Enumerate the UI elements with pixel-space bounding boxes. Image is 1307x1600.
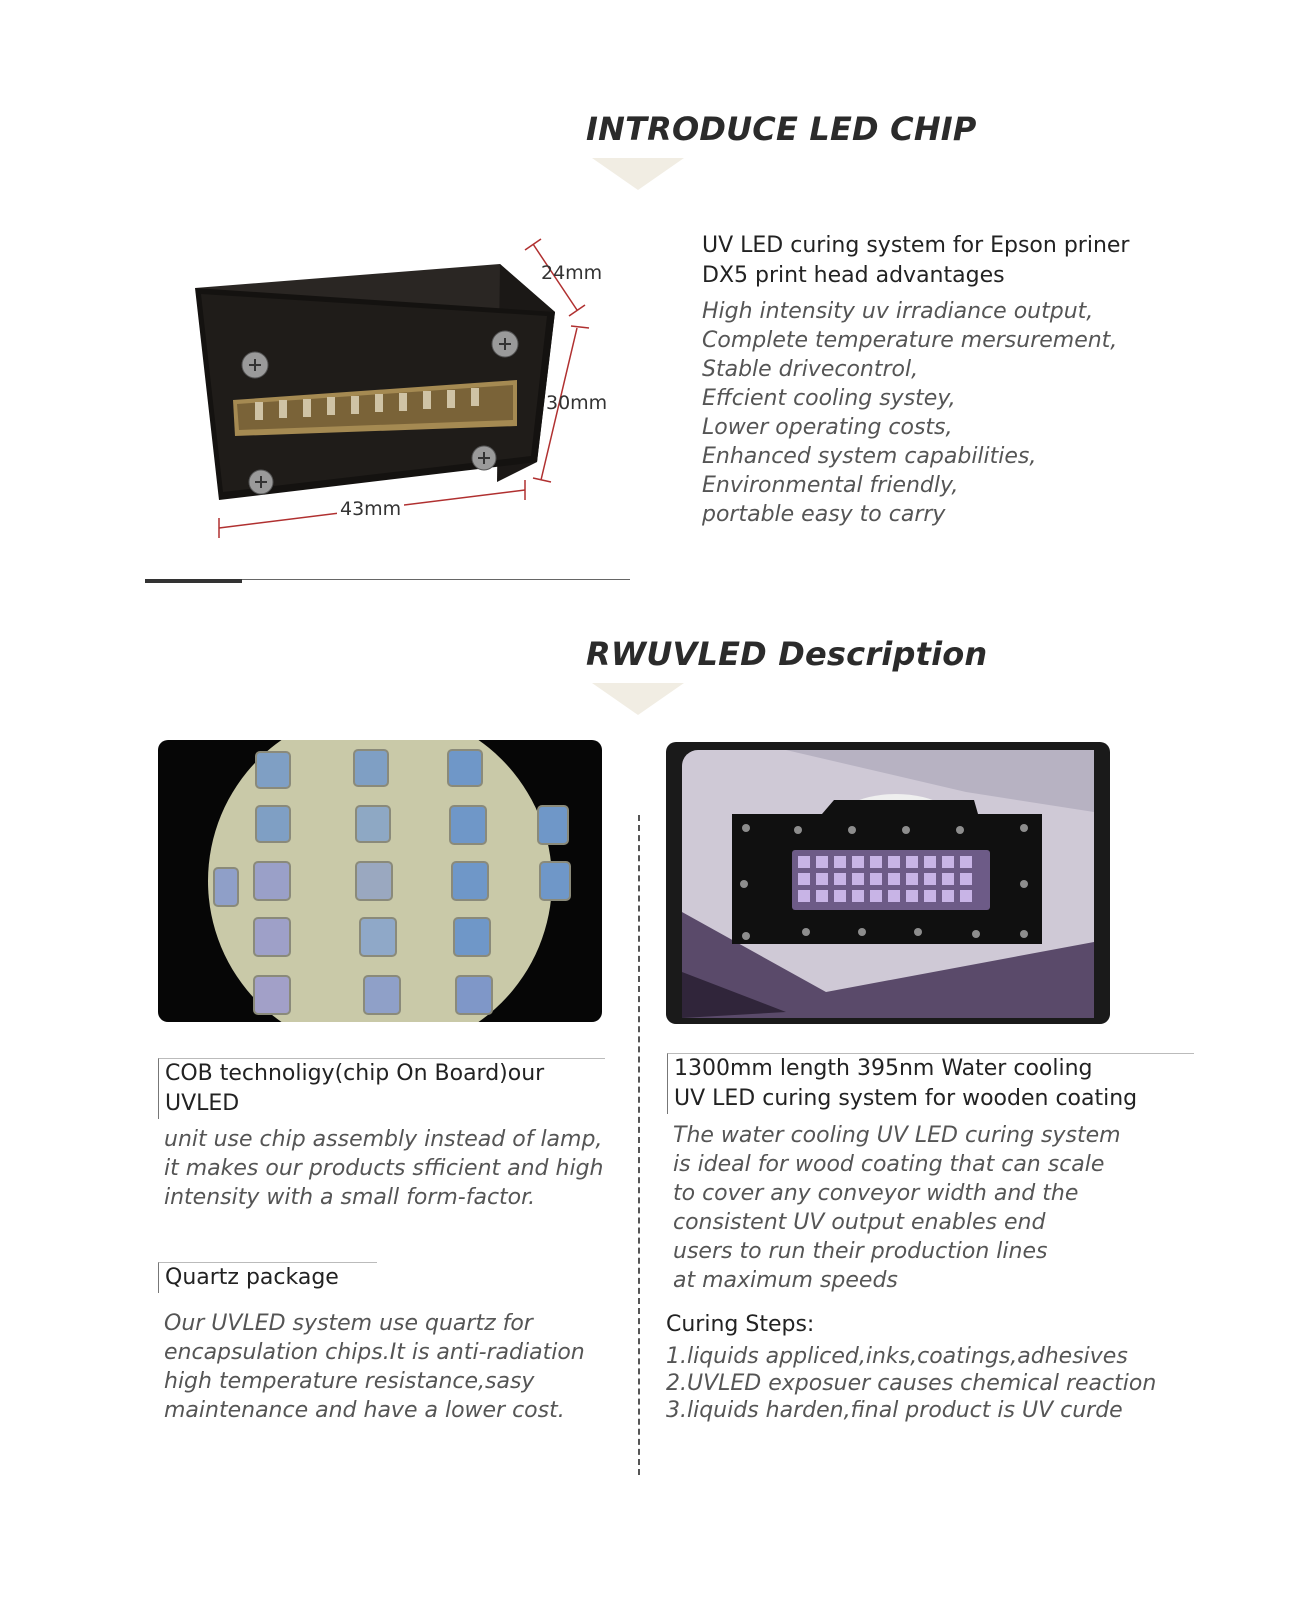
depth-dimension: 24mm [541,262,603,284]
product-title-line2: DX5 print head advantages [702,263,1005,288]
list-item: Lower operating costs, [702,415,953,440]
list-item: Environmental friendly, [702,473,959,498]
list-item: 3.liquids harden,final product is UV curde [666,1398,1123,1423]
water-cooling-description [673,1121,1121,1295]
list-item: 1.liquids appliced,inks,coatings,adhesives [666,1344,1128,1369]
curing-steps-title: Curing Steps: [666,1312,815,1337]
quartz-title: Quartz package [158,1262,377,1293]
title-line: 1300mm length 395nm Water cooling [674,1056,1093,1081]
width-dimension: 43mm [337,498,404,520]
cob-title: COB technoligy(chip On Board)our UVLED [158,1058,605,1119]
cob-description [164,1125,603,1212]
list-item: High intensity uv irradiance output, [702,299,1094,324]
text-line: it makes our products sfficient and high [164,1156,604,1181]
list-item: 2.UVLED exposuer causes chemical reaction [666,1371,1157,1396]
curing-steps-list [666,1343,1156,1424]
list-item: Complete temperature mersurement, [702,328,1118,353]
list-item: Enhanced system capabilities, [702,444,1037,469]
section-divider-accent [145,579,242,583]
down-arrow-icon [592,158,684,190]
advantages-list [702,297,1117,529]
text-line: intensity with a small form-factor. [164,1185,536,1210]
product-title-line1: UV LED curing system for Epson priner [702,233,1130,258]
water-cooling-uvled-photo [666,742,1110,1024]
text-line: encapsulation chips.It is anti-radiation [164,1340,585,1365]
text-line: high temperature resistance,sasy [164,1369,535,1394]
text-line: users to run their production lines [673,1239,1048,1264]
list-item: Effcient cooling systey, [702,386,956,411]
text-line: The water cooling UV LED curing system [673,1123,1121,1148]
section2-title: RWUVLED Description [586,635,988,673]
list-item: portable easy to carry [702,502,946,527]
text-line: at maximum speeds [673,1268,898,1293]
text-line: is ideal for wood coating that can scale [673,1152,1105,1177]
down-arrow-icon [592,683,684,715]
text-line: Our UVLED system use quartz for [164,1311,533,1336]
product-title [702,231,1129,291]
water-cooling-title [667,1053,1194,1114]
column-divider [638,815,640,1475]
text-line: consistent UV output enables end [673,1210,1046,1235]
text-line: unit use chip assembly instead of lamp, [164,1127,603,1152]
quartz-description [164,1309,585,1425]
text-line: to cover any conveyor width and the [673,1181,1079,1206]
height-dimension: 30mm [546,392,608,414]
title-line: UV LED curing system for wooden coating [674,1086,1138,1111]
text-line: maintenance and have a lower cost. [164,1398,565,1423]
section1-title: INTRODUCE LED CHIP [586,110,977,148]
cob-chips-photo [158,740,602,1022]
list-item: Stable drivecontrol, [702,357,919,382]
